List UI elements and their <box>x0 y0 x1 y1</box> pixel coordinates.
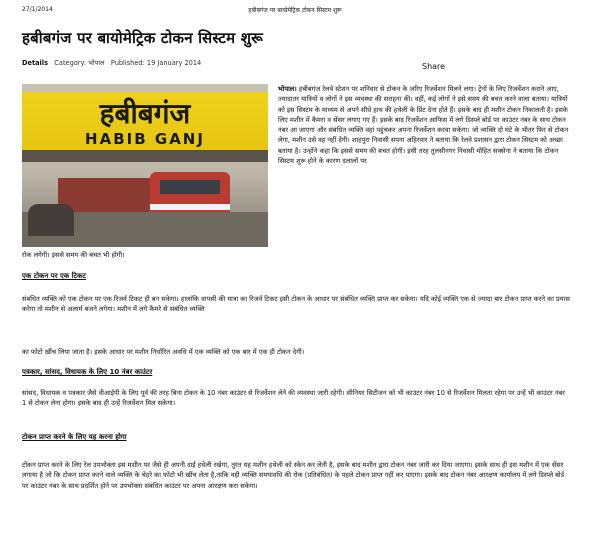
signboard-english-text: HABIB GANJ <box>85 130 205 148</box>
section-paragraph-token-2: का फोटो खींच लिया जाता है। इसके आधार पर मशीन निर्धारित अवधि में एक व्यक्ति को एक बार में एक ही टोकन देगी। <box>22 348 305 356</box>
article-meta <box>22 58 201 67</box>
signboard-hindi-text: हबीबगंज <box>99 97 191 130</box>
section-paragraph-vip-counter: सांसद, विधायक व पत्रकार जैसे वीआईपी के लिए पूर्व की तरह बिना टोकन के 10 नंबर काउंटर से रिजर्वेशन लेने की व्यवस्था जारी रहेगी। सीनियर सिटीजन को भी काउंटर नंबर 10 से रिजर्वेशन मिलता रहेगा पर उन्हें भी काउंटर नंबर 1 से टोकन लेना होगा। इसके बाद ही उन्हें रिजर्वेशन मिल सकेगा। <box>22 389 565 408</box>
published-date: Published: 19 January 2014 <box>110 59 202 67</box>
locomotive-window <box>160 180 220 194</box>
platform-roof <box>22 150 268 162</box>
intro-paragraph <box>278 84 570 166</box>
passengers <box>28 204 74 236</box>
section-paragraph-how-to: टोकन प्राप्त करने के लिए रेल उपभोक्ता इस मशीन पर जैसे ही अपनी दाईं हथेली रखेगा, तुरंत यह मशीन हथेली को स्केन कर लेती है, इसके बाद मशीन द्वारा टोकन नंबर जारी कर दिया जाएगा। इसके साथ ही इस मशीन में एक सेंसर लगाया है जो कि टोकन प्राप्त करने वाले व्यक्ति के चेहरे का फोटो भी खींच लेता है,ताकि वही व्यक्ति समयावधि की रोक (प्रतिबंधित) के पहले टोकन प्राप्त नहीं कर पाएगा। इसके बाद टोकन नंबर आरक्षण कार्यालय में लगे डिस्प्ले बोर्ड पर काउंटर नंबर के साथ प्रदर्शित होने पर उपभोक्ता संबंधित काउंटर पर अपना आरक्षण करा सकेगा। <box>22 461 565 490</box>
dateline: भोपाल। <box>278 85 297 93</box>
section-heading-how-to: टोकन प्राप्त करने के लिए यह करना होगा <box>22 433 127 441</box>
print-date: 27/1/2014 <box>22 6 53 13</box>
article-title: हबीबगंज पर बायोमेट्रिक टोकन सिस्टम शुरू <box>22 29 264 47</box>
category-link[interactable]: Category: भोपाल <box>54 59 105 67</box>
locomotive-stripe <box>150 204 230 210</box>
section-heading-token: एक टोकन पर एक टिकट <box>22 272 86 280</box>
section-paragraph-token-1: संबंधित व्यक्ति को एक टोकन पर एक रिजर्व टिकट ही बन सकेगा। हालांकि वापसी की यात्रा का रिजर्व टिकट इसी टोकन के आधार पर संबंधित व्यक्ति प्राप्त कर सकेगा। यदि कोई व्यक्ति एक से ज्यादा बार टोकन प्राप्त करने का प्रयास करेगा तो मशीन से अलार्म बजने लगेगा। मशीन में लगे कैमरे से संबंधित व्यक्ति <box>22 295 570 314</box>
section-heading-vip-counter: पत्रकार, सांसद, विधायक के लिए 10 नंबर काउंटर <box>22 368 153 376</box>
details-label: Details <box>22 59 48 67</box>
intro-continued: रोक लगेगी। इससे समय की बचत भी होगी। <box>22 251 125 259</box>
print-header <box>0 0 590 14</box>
share-button[interactable]: Share <box>422 62 446 71</box>
print-header-title: हबीबगंज पर बायोमेट्रिक टोकन सिस्टम शुरू <box>248 7 342 14</box>
intro-text: हबीबगंज रेलवे स्टेशन पर शनिवार से टोकन के जरिए रिजर्वेशन मिलने लगा। ट्रेनों के लिए रिजर्वेशन कराने आए, ज्यादातर यात्रियों व लोगों ने इस व्यवस्था की सराहना की। वहीं, कई लोगों ने इसे समय की बचत करने वाला बताया। यात्रियों को इस सिस्टम के माध्यम से अपने सीधे हाथ की हथेली के प्रिंट देना होते हैं। इसके बाद ही मशीन टोकन निकालती है। इसके लिए मशीन में कैमरा व सेंसर लगाए गए हैं। इसके बाद रिजर्वेशन आफिस में लगे डिस्प्ले बोर्ड पर काउंटर नंबर के साथ टोकन नंबर आ जाएगा और संबंधित व्यक्ति वहां पहुंचकर अपना रिजर्वेशन करवा सकेगा। जो व्यक्ति दो घंटे के भीतर फिर से टोकन लेगा, मशीन उसे वह नहीं देगी। शाहपुरा निवासी सपना अहिरवार ने बताया कि रेलवे प्रशासन द्वारा टोकन सिस्टम को अच्छा बताया है। उन्होंने कहा कि इससे समय की बचत होगी। इसी तरह तुलसीनगर निवासी मोहित सक्सेना ने बताया कि टोकन सिस्टम शुरू होने के कारण दलालों पर <box>278 85 569 166</box>
article-image <box>22 84 268 247</box>
station-signboard <box>22 92 268 150</box>
